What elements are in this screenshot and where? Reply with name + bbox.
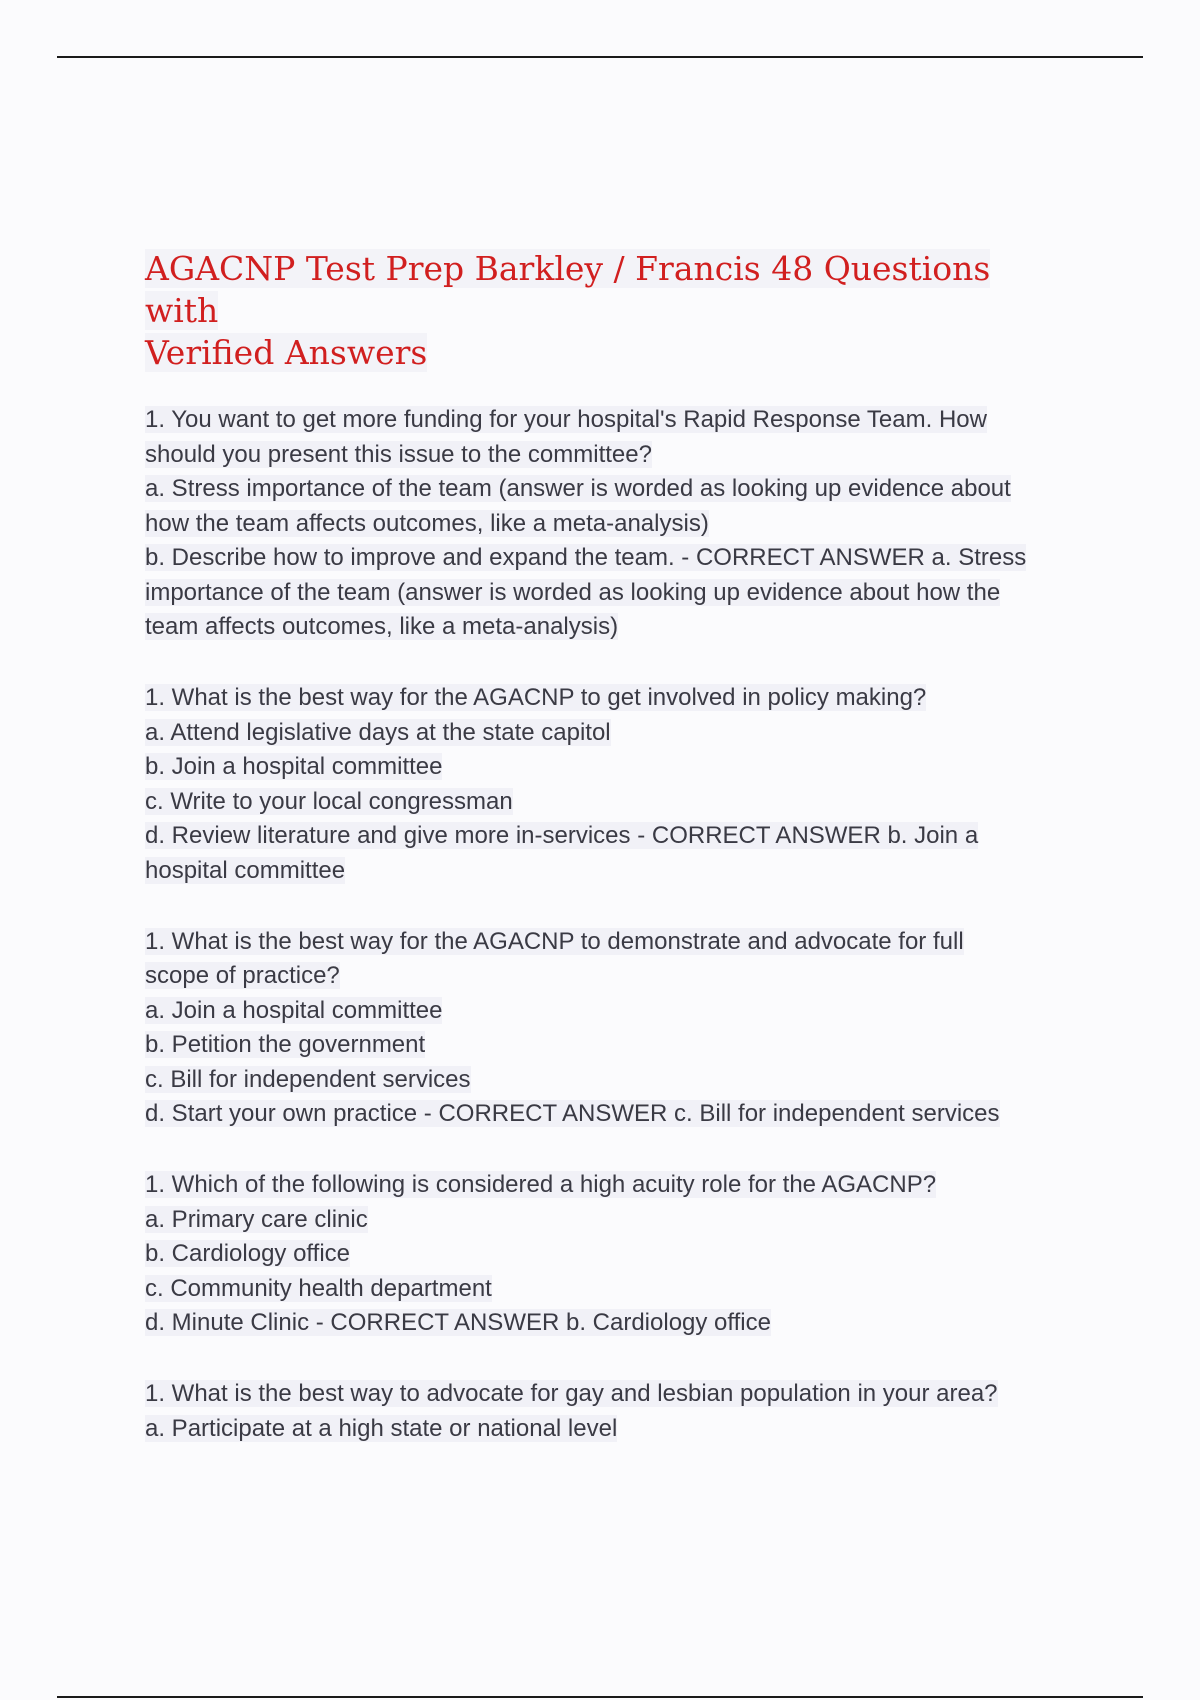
answer-line: c. Write to your local congressman [145,787,513,815]
header-rule [57,56,1143,58]
question-block [145,1168,1085,1341]
answer-line: a. Attend legislative days at the state capitol [145,718,611,746]
question-line: 1. What is the best way for the AGACNP to demonstrate and advocate for full [145,927,964,955]
question-line: should you present this issue to the committee? [145,440,652,468]
answer-line: hospital committee [145,856,346,884]
question-block [145,403,1085,645]
answer-line: importance of the team (answer is worded as looking up evidence about how the [145,578,1001,606]
answer-line: b. Cardiology office [145,1240,351,1267]
answer-line: a. Stress importance of the team (answer is worded as looking up evidence about [145,475,1011,502]
question-block [145,681,1085,888]
answer-line: a. Join a hospital committee [145,996,443,1024]
answer-line: b. Petition the government [145,1031,426,1058]
title-line: Verified Answers [145,333,428,372]
answer-line: d. Review literature and give more in-services - CORRECT ANSWER b. Join a [145,822,979,849]
answer-line: a. Participate at a high state or national level [145,1414,618,1442]
question-line: 1. What is the best way for the AGACNP to get involved in policy making? [145,684,927,711]
question-line: 1. Which of the following is considered a high acuity role for the AGACNP? [145,1171,937,1198]
question-line: scope of practice? [145,962,340,989]
answer-line: d. Minute Clinic - CORRECT ANSWER b. Cardiology office [145,1309,771,1336]
answer-line: b. Join a hospital committee [145,753,443,780]
question-line: 1. What is the best way to advocate for gay and lesbian population in your area? [145,1380,998,1407]
question-line: 1. You want to get more funding for your hospital's Rapid Response Team. How [145,406,987,433]
answer-line: d. Start your own practice - CORRECT ANSWER c. Bill for independent services [145,1100,1000,1127]
answer-line: how the team affects outcomes, like a meta-analysis) [145,509,709,537]
title-line: AGACNP Test Prep Barkley / Francis 48 Questions with [145,249,991,330]
footer-rule [57,1696,1143,1698]
answer-line: b. Describe how to improve and expand the team. - CORRECT ANSWER a. Stress [145,544,1027,571]
document-title [145,248,1045,374]
question-block [145,925,1085,1132]
question-block [145,1377,1085,1446]
answer-line: a. Primary care clinic [145,1205,368,1233]
answer-line: team affects outcomes, like a meta-analysis) [145,613,619,640]
question-list [145,403,1085,1483]
answer-line: c. Community health department [145,1274,492,1302]
answer-line: c. Bill for independent services [145,1065,471,1093]
